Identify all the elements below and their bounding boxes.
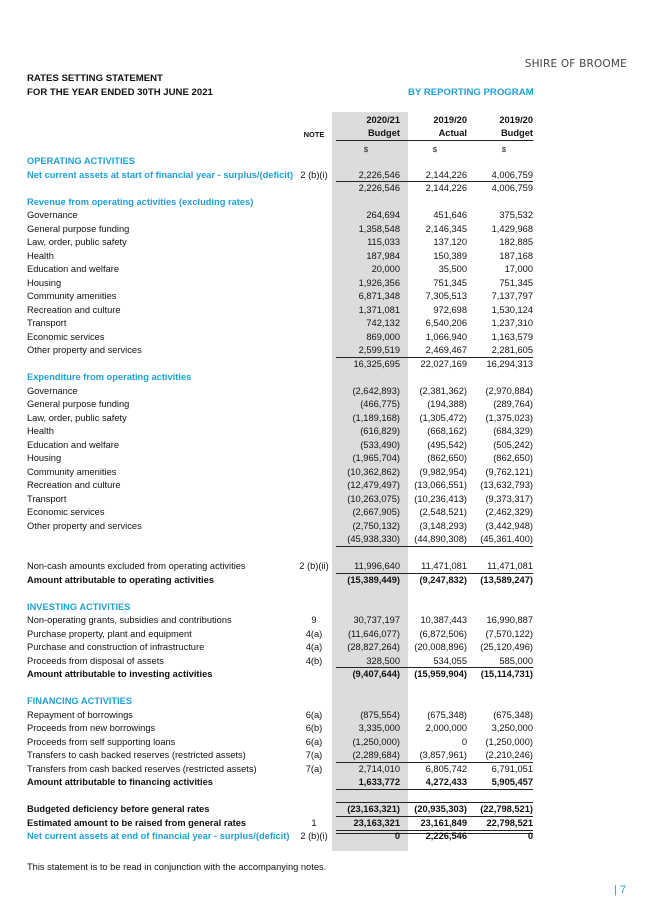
statement-row: [0, 668, 653, 681]
row-label: Law, order, public safety: [27, 237, 127, 247]
row-value-c2: (13,066,551): [414, 480, 467, 490]
row-value-c1: 869,000: [366, 331, 400, 342]
row-label: Transport: [27, 493, 67, 504]
row-value-c3: (862,650): [493, 453, 533, 463]
row-value-c2: 4,272,433: [425, 777, 467, 787]
row-value-c3: 7,137,797: [491, 291, 533, 301]
row-label: Law, order, public safety: [27, 412, 127, 423]
statement-row: [0, 655, 653, 668]
row-label: Education and welfare: [27, 264, 119, 274]
row-value-c2: 751,345: [433, 277, 467, 288]
row-value-c2: 6,540,206: [425, 318, 467, 328]
reporting-program-label: BY REPORTING PROGRAM: [408, 87, 534, 98]
subtotal-rule: [336, 546, 533, 547]
row-value-c1: (466,775): [360, 399, 400, 409]
statement-row: [0, 155, 653, 168]
row-value-c2: 22,027,169: [420, 358, 467, 369]
statement-row: [0, 790, 653, 803]
row-value-c1: (1,250,000): [352, 736, 400, 747]
statement-row: [0, 466, 653, 479]
row-value-c3: 11,471,081: [487, 561, 533, 571]
row-label: Economic services: [27, 331, 105, 342]
row-value-c3: 3,250,000: [491, 723, 533, 733]
row-note: 2 (b)(ii): [299, 561, 329, 571]
row-note: 4(b): [305, 655, 323, 666]
row-value-c2: (15,959,904): [414, 669, 467, 679]
row-value-c3: (15,114,731): [480, 669, 533, 679]
row-value-c2: (194,388): [427, 399, 467, 409]
row-value-c1: (2,667,905): [352, 507, 400, 517]
statement-row: [0, 250, 653, 263]
row-value-c1: 6,871,348: [358, 291, 400, 301]
row-value-c2: (2,548,521): [419, 507, 467, 517]
row-value-c1: 2,714,010: [358, 763, 400, 774]
statement-row: [0, 587, 653, 600]
row-label: Amount attributable to operating activities: [27, 574, 214, 585]
row-value-c1: 2,599,519: [358, 345, 400, 355]
statement-row: [0, 641, 653, 654]
row-note: 7(a): [305, 750, 323, 760]
row-value-c2: (3,857,961): [419, 750, 467, 760]
row-value-c1: (1,965,704): [352, 453, 400, 463]
row-label: Recreation and culture: [27, 480, 121, 490]
row-value-c2: 1,066,940: [425, 331, 467, 342]
row-value-c1: 1,633,772: [358, 777, 400, 787]
row-label: Budgeted deficiency before general rates: [27, 804, 210, 814]
row-value-c3: 182,885: [499, 237, 533, 247]
row-label: Community amenities: [27, 466, 117, 477]
row-value-c1: 115,033: [367, 237, 400, 247]
row-note: 6(a): [305, 709, 323, 720]
row-value-c2: 6,805,742: [425, 763, 467, 774]
row-value-c2: 35,500: [438, 264, 467, 274]
statement-row: [0, 412, 653, 425]
statement-row: [0, 682, 653, 695]
row-value-c3: (9,762,121): [485, 466, 533, 477]
row-value-c1: (10,263,075): [347, 493, 400, 504]
statement-row: [0, 196, 653, 209]
row-value-c3: 1,530,124: [491, 304, 533, 315]
row-label: Other property and services: [27, 520, 142, 531]
row-value-c3: 751,345: [499, 277, 533, 288]
statement-row: [0, 344, 653, 357]
row-value-c1: (2,642,893): [352, 385, 400, 396]
row-label: Non-cash amounts excluded from operating activities: [27, 561, 246, 571]
row-value-c2: 10,387,443: [420, 615, 467, 625]
row-value-c3: (1,250,000): [485, 736, 533, 747]
row-value-c1: 2,226,546: [358, 169, 400, 180]
statement-row: [0, 425, 653, 438]
statement-row: [0, 506, 653, 519]
statement-row: [0, 290, 653, 303]
row-value-c1: 1,358,548: [358, 223, 400, 234]
row-value-c3: 17,000: [504, 264, 533, 274]
statement-row: [0, 304, 653, 317]
row-value-c3: (1,375,023): [485, 412, 533, 423]
row-value-c1: (2,750,132): [352, 520, 400, 531]
row-label: Governance: [27, 385, 78, 396]
row-value-c2: (675,348): [427, 709, 467, 720]
row-value-c3: (2,970,884): [485, 385, 533, 396]
col-budget-2020-unit: $: [501, 145, 506, 154]
row-label: Economic services: [27, 507, 105, 517]
row-label: Other property and services: [27, 345, 142, 355]
statement-row: [0, 601, 653, 614]
row-value-c3: 22,798,521: [486, 817, 533, 828]
header-rule: [336, 140, 533, 141]
row-value-c3: 1,429,968: [491, 223, 533, 234]
row-value-c3: 4,006,759: [491, 169, 533, 180]
subtotal-rule: [336, 816, 533, 817]
row-label: Purchase and construction of infrastructure: [27, 642, 205, 652]
row-value-c2: 2,000,000: [425, 723, 467, 733]
row-label: FINANCING ACTIVITIES: [27, 696, 133, 706]
row-label: Community amenities: [27, 291, 117, 301]
row-value-c2: (20,935,303): [414, 804, 467, 814]
row-value-c2: 2,144,226: [425, 183, 467, 193]
row-value-c1: 11,996,640: [354, 561, 400, 571]
row-value-c1: (10,362,862): [347, 466, 400, 477]
row-value-c3: (2,462,329): [485, 507, 533, 517]
statement-row: [0, 493, 653, 506]
statement-row: [0, 736, 653, 749]
row-value-c3: (505,242): [493, 439, 533, 450]
statement-row: [0, 317, 653, 330]
row-value-c1: 3,335,000: [358, 723, 400, 733]
subtotal-rule: [336, 762, 533, 763]
statement-row: [0, 358, 653, 371]
col-actual-2020-year: 2019/20: [433, 115, 467, 125]
statement-row: [0, 803, 653, 816]
row-value-c2: (2,381,362): [419, 385, 467, 396]
row-value-c3: (2,210,246): [485, 750, 533, 760]
row-value-c1: 23,163,321: [353, 817, 400, 828]
row-label: Estimated amount to be raised from general rates: [27, 817, 247, 828]
row-label: Repayment of borrowings: [27, 709, 133, 720]
row-value-c3: (22,798,521): [480, 804, 533, 814]
row-value-c3: 6,791,051: [491, 763, 533, 774]
row-value-c3: 375,532: [499, 210, 533, 220]
statement-row: [0, 182, 653, 195]
col-budget-2020-year: 2019/20: [499, 115, 533, 125]
row-note: 7(a): [305, 763, 323, 774]
column-header-years: [0, 114, 653, 127]
row-value-c3: (9,373,317): [485, 493, 533, 504]
row-value-c3: 4,006,759: [491, 183, 533, 193]
row-value-c1: (2,289,684): [352, 750, 400, 760]
row-label: Governance: [27, 210, 78, 220]
row-value-c3: (675,348): [493, 709, 533, 720]
statement-row: [0, 236, 653, 249]
col-actual-2020-type: Actual: [438, 128, 467, 138]
row-value-c2: 0: [461, 736, 467, 747]
statement-row: [0, 169, 653, 182]
column-header-types: [0, 127, 653, 140]
row-value-c1: 30,737,197: [353, 615, 400, 625]
row-value-c1: (15,389,449): [347, 574, 400, 585]
statement-row: [0, 830, 653, 843]
row-label: Proceeds from disposal of assets: [27, 655, 164, 666]
row-value-c1: (45,938,330): [347, 534, 400, 544]
row-value-c3: 16,294,313: [486, 358, 533, 369]
row-value-c3: (684,329): [493, 426, 533, 436]
row-value-c2: (3,148,293): [419, 520, 467, 531]
statement-row: [0, 331, 653, 344]
row-value-c2: 451,646: [433, 210, 467, 220]
row-value-c1: 187,984: [366, 250, 400, 261]
row-label: Proceeds from self supporting loans: [27, 736, 176, 747]
row-value-c2: (9,982,954): [419, 466, 467, 477]
row-value-c3: 1,163,579: [491, 331, 533, 342]
row-value-c3: (25,120,496): [480, 642, 533, 652]
row-note: 2 (b)(i): [300, 169, 328, 180]
row-value-c2: (1,305,472): [419, 412, 467, 423]
row-label: Net current assets at end of financial year - surplus/(deficit): [27, 831, 290, 841]
col-actual-2020-unit: $: [432, 145, 437, 154]
row-label: Recreation and culture: [27, 304, 121, 315]
footnote: This statement is to be read in conjunction with the accompanying notes.: [27, 862, 327, 872]
statement-row: [0, 385, 653, 398]
row-label: Health: [27, 426, 54, 436]
row-value-c1: (11,646,077): [347, 628, 400, 639]
subtotal-rule: [336, 357, 533, 358]
statement-row: [0, 722, 653, 735]
row-label: Net current assets at start of financial year - surplus/(deficit): [27, 169, 294, 180]
row-value-c3: 16,990,887: [486, 615, 533, 625]
row-value-c3: 187,168: [499, 250, 533, 261]
row-value-c3: 5,905,457: [491, 777, 533, 787]
statement-row: [0, 749, 653, 762]
statement-row: [0, 371, 653, 384]
col-budget-2020-type: Budget: [500, 128, 533, 138]
row-value-c2: 2,146,345: [425, 223, 467, 234]
statement-row: [0, 520, 653, 533]
row-value-c2: (668,162): [427, 426, 467, 436]
col-budget-2021-type: Budget: [367, 128, 400, 138]
row-value-c1: 264,694: [366, 210, 400, 220]
row-value-c1: 742,132: [366, 318, 400, 328]
row-value-c1: (1,189,168): [352, 412, 400, 423]
row-value-c1: (28,827,264): [347, 642, 400, 652]
row-value-c1: (12,479,497): [347, 480, 400, 490]
row-value-c2: 534,055: [433, 655, 467, 666]
statement-row: [0, 776, 653, 789]
row-note: 9: [311, 615, 317, 625]
row-value-c1: 1,371,081: [358, 304, 400, 315]
row-label: General purpose funding: [27, 399, 130, 409]
page-number: | 7: [613, 884, 626, 896]
row-label: INVESTING ACTIVITIES: [27, 601, 131, 612]
row-value-c3: (13,589,247): [480, 574, 533, 585]
row-value-c3: (289,764): [493, 399, 533, 409]
row-label: Transport: [27, 318, 67, 328]
statement-row: [0, 628, 653, 641]
col-note-header: NOTE: [303, 130, 325, 139]
row-value-c1: (616,829): [360, 426, 400, 436]
row-label: Amount attributable to investing activities: [27, 669, 213, 679]
statement-row: [0, 574, 653, 587]
row-value-c1: (533,490): [360, 439, 400, 450]
row-value-c2: (9,247,832): [419, 574, 467, 585]
row-note: 2 (b)(i): [300, 831, 328, 841]
row-note: 4(a): [305, 642, 323, 652]
statement-row: [0, 263, 653, 276]
row-value-c3: 1,237,310: [491, 318, 533, 328]
row-value-c2: 11,471,081: [421, 561, 467, 571]
row-label: Revenue from operating activities (excluding rates): [27, 196, 254, 207]
statement-row: [0, 560, 653, 573]
statement-period: FOR THE YEAR ENDED 30TH JUNE 2021: [27, 87, 213, 98]
row-value-c1: (875,554): [360, 709, 400, 720]
row-label: Proceeds from new borrowings: [27, 723, 156, 733]
row-note: 1: [311, 817, 317, 828]
row-value-c3: 0: [527, 831, 533, 841]
row-value-c3: 585,000: [499, 655, 533, 666]
row-value-c1: 20,000: [371, 264, 400, 274]
row-note: 4(a): [305, 628, 323, 639]
statement-row: [0, 398, 653, 411]
statement-row: [0, 817, 653, 830]
statement-row: [0, 223, 653, 236]
row-note: 6(a): [305, 736, 323, 747]
row-value-c2: 2,226,546: [425, 831, 467, 841]
row-value-c2: 7,305,513: [425, 291, 467, 301]
row-value-c1: 328,500: [366, 655, 400, 666]
row-value-c3: 2,281,605: [491, 345, 533, 355]
organisation-name: SHIRE OF BROOME: [524, 58, 627, 70]
col-budget-2021-year: 2020/21: [366, 115, 400, 125]
row-value-c1: 1,926,356: [358, 277, 400, 288]
subtotal-rule: [336, 802, 533, 803]
row-value-c2: (495,542): [427, 439, 467, 450]
row-label: General purpose funding: [27, 223, 130, 234]
row-label: Amount attributable to financing activities: [27, 777, 213, 787]
row-label: Transfers from cash backed reserves (restricted assets): [27, 763, 257, 774]
statement-row: [0, 277, 653, 290]
row-value-c3: (3,442,948): [485, 520, 533, 531]
subtotal-rule: [336, 667, 533, 668]
statement-row: [0, 709, 653, 722]
row-value-c2: (862,650): [427, 453, 467, 463]
statement-row: [0, 763, 653, 776]
row-value-c2: (6,872,506): [419, 628, 467, 639]
row-label: Non-operating grants, subsidies and contributions: [27, 615, 232, 625]
row-note: 6(b): [305, 723, 323, 733]
subtotal-rule: [336, 789, 533, 790]
row-label: Purchase property, plant and equipment: [27, 628, 192, 639]
row-value-c2: 137,120: [433, 237, 467, 247]
statement-row: [0, 209, 653, 222]
row-label: Housing: [27, 453, 62, 463]
col-budget-2021-unit: $: [363, 145, 368, 154]
row-value-c2: 2,144,226: [425, 169, 467, 180]
row-value-c3: (7,570,122): [485, 628, 533, 639]
row-label: Health: [27, 250, 54, 261]
statement-row: [0, 439, 653, 452]
row-value-c2: (10,236,413): [414, 493, 467, 504]
row-value-c1: 0: [394, 831, 400, 841]
row-label: Expenditure from operating activities: [27, 372, 192, 382]
row-value-c1: 2,226,546: [358, 183, 400, 193]
statement-row: [0, 479, 653, 492]
row-value-c2: 150,389: [433, 250, 467, 261]
row-value-c2: 2,469,467: [425, 345, 467, 355]
subtotal-rule: [336, 573, 533, 574]
row-value-c1: 16,325,695: [353, 358, 400, 369]
statement-row: [0, 695, 653, 708]
statement-row: [0, 614, 653, 627]
row-label: OPERATING ACTIVITIES: [27, 156, 135, 166]
row-value-c3: (13,632,793): [480, 480, 533, 490]
statement-row: [0, 533, 653, 546]
statement-row: [0, 452, 653, 465]
row-value-c1: (23,163,321): [347, 804, 400, 814]
row-label: Housing: [27, 277, 62, 288]
row-value-c2: (20,008,896): [414, 642, 467, 652]
row-value-c1: (9,407,644): [352, 669, 400, 679]
statement-row: [0, 547, 653, 560]
row-label: Education and welfare: [27, 439, 119, 450]
row-value-c3: (45,361,400): [480, 534, 533, 544]
row-value-c2: (44,890,308): [414, 534, 467, 544]
row-value-c2: 972,698: [433, 304, 467, 315]
row-value-c2: 23,161,849: [420, 817, 467, 828]
row-label: Transfers to cash backed reserves (restricted assets): [27, 750, 246, 760]
statement-title: RATES SETTING STATEMENT: [27, 73, 163, 84]
subtotal-rule: [336, 181, 533, 182]
